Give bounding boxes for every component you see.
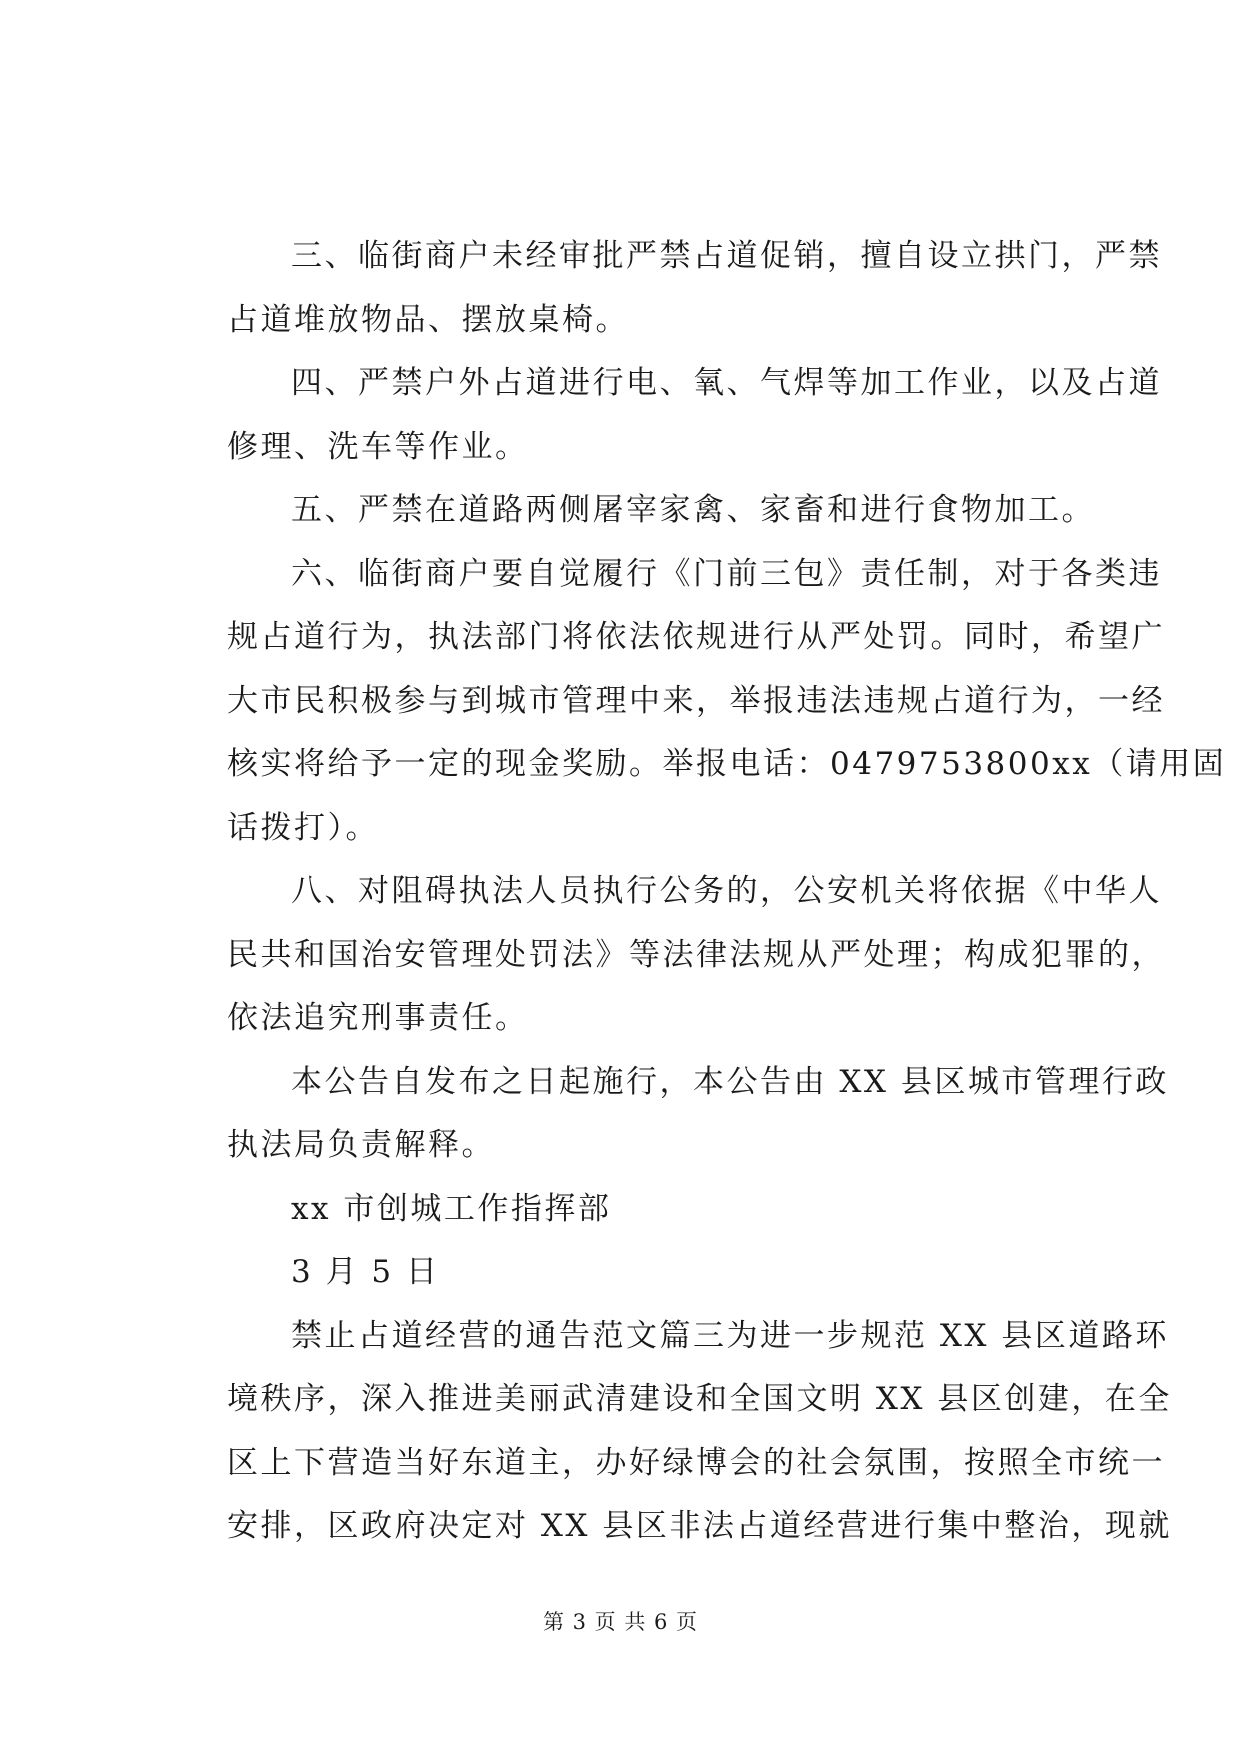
document-body [163,225,1227,1559]
paragraph-5 [163,479,1095,543]
paragraph-8 [163,860,1165,1051]
text-line: 八、对阻碍执法人员执行公务的，公安机关将依据《中华人 [291,873,1162,909]
text-line: 禁止占道经营的通告范文篇三为进一步规范 XX 县区道路环 [291,1317,1169,1354]
text-line: 话拨打）。 [227,809,379,846]
paragraph-3 [163,225,1162,352]
text-line: 三、临街商户未经审批严禁占道促销，擅自设立拱门，严禁 [291,238,1162,274]
text-line: 五、严禁在道路两侧屠宰家禽、家畜和进行食物加工。 [291,492,1095,528]
text-line: 占道堆放物品、摆放桌椅。 [227,301,629,338]
text-line: xx 市创城工作指挥部 [291,1190,612,1227]
text-line: 安排，区政府决定对 XX 县区非法占道经营进行集中整治，现就 [227,1508,1172,1544]
text-line: 3 月 5 日 [291,1254,440,1290]
text-line: 六、临街商户要自觉履行《门前三包》责任制，对于各类违 [291,555,1162,592]
page-number-footer: 第 3 页 共 6 页 [542,1610,699,1634]
signature-date [163,1241,1083,1305]
paragraph-6 [163,543,1227,861]
text-line: 依法追究刑事责任。 [227,1000,529,1036]
paragraph-4 [163,352,1162,479]
text-line: 修理、洗车等作业。 [227,428,529,465]
signature-issuer [163,1178,1083,1242]
paragraph-sample-three [163,1305,1172,1559]
text-line: 大市民积极参与到城市管理中来，举报违法违规占道行为，一经 [227,682,1165,719]
text-line: 四、严禁户外占道进行电、氧、气焊等加工作业，以及占道 [291,365,1162,401]
text-line: 境秩序，深入推进美丽武清建设和全国文明 XX 县区创建，在全 [227,1381,1172,1417]
text-line: 本公告自发布之日起施行，本公告由 XX 县区城市管理行政 [291,1063,1169,1100]
text-line: 核实将给予一定的现金奖励。举报电话：0479753800xx（请用固 [227,746,1227,782]
text-line: 民共和国治安管理处罚法》等法律法规从严处理；构成犯罪的， [227,936,1165,973]
text-line: 区上下营造当好东道主，办好绿博会的社会氛围，按照全市统一 [227,1444,1165,1481]
text-line: 规占道行为，执法部门将依法依规进行从严处罚。同时，希望广 [227,619,1165,655]
paragraph-notice-effective [163,1051,1169,1178]
text-line: 执法局负责解释。 [227,1127,495,1163]
